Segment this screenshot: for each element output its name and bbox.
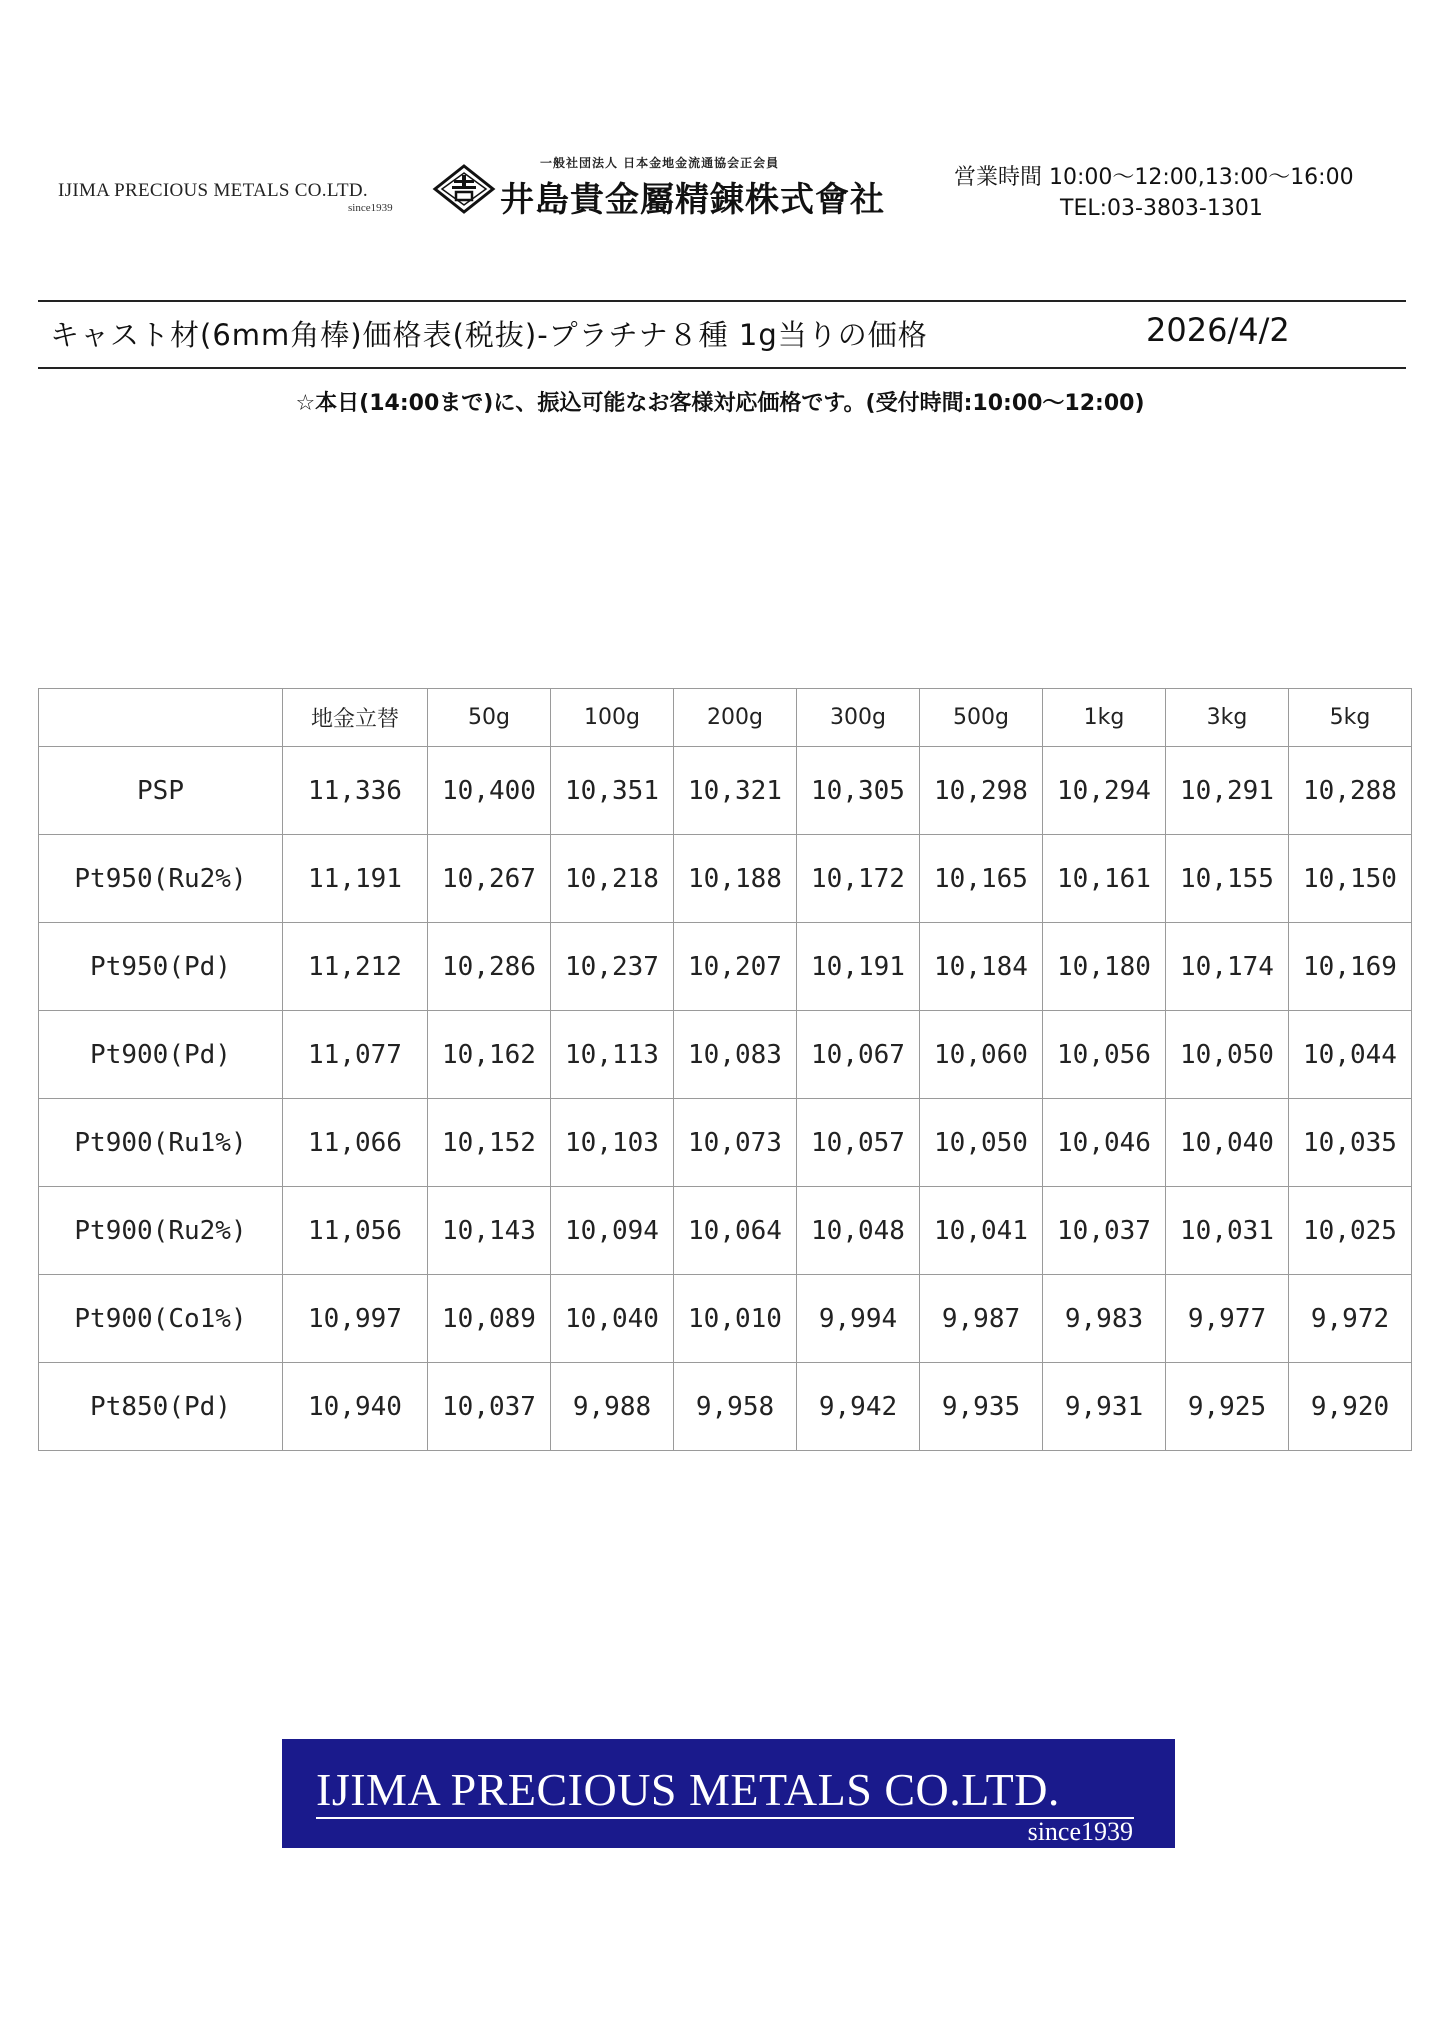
price-cell: 10,067: [797, 1011, 920, 1099]
price-cell: 11,066: [283, 1099, 428, 1187]
price-cell: 10,267: [428, 835, 551, 923]
price-cell: 10,083: [674, 1011, 797, 1099]
price-cell: 9,920: [1289, 1363, 1412, 1451]
banner-underline: [316, 1817, 1134, 1819]
price-cell: 10,037: [1043, 1187, 1166, 1275]
price-cell: 10,165: [920, 835, 1043, 923]
row-label: Pt900(Pd): [39, 1011, 283, 1099]
price-cell: 10,169: [1289, 923, 1412, 1011]
price-cell: 9,988: [551, 1363, 674, 1451]
document-date: 2026/4/2: [1146, 311, 1290, 349]
title-rule-top: [38, 300, 1406, 302]
banner-since: since1939: [1027, 1817, 1133, 1846]
column-header: 5kg: [1289, 689, 1412, 747]
column-header: 1kg: [1043, 689, 1166, 747]
price-cell: 9,958: [674, 1363, 797, 1451]
table-row: [39, 923, 1412, 1011]
column-header: 200g: [674, 689, 797, 747]
title-rule-bottom: [38, 367, 1406, 369]
table-row: [39, 747, 1412, 835]
row-label: Pt850(Pd): [39, 1363, 283, 1451]
price-cell: 10,057: [797, 1099, 920, 1187]
price-cell: 9,977: [1166, 1275, 1289, 1363]
column-header: 100g: [551, 689, 674, 747]
table-row: [39, 1011, 1412, 1099]
price-cell: 10,040: [551, 1275, 674, 1363]
price-cell: 10,113: [551, 1011, 674, 1099]
column-header: 50g: [428, 689, 551, 747]
price-cell: 9,987: [920, 1275, 1043, 1363]
price-cell: 10,180: [1043, 923, 1166, 1011]
price-cell: 10,288: [1289, 747, 1412, 835]
price-cell: 10,188: [674, 835, 797, 923]
footer-banner: [282, 1739, 1175, 1848]
price-cell: 10,064: [674, 1187, 797, 1275]
price-cell: 10,152: [428, 1099, 551, 1187]
price-cell: 10,237: [551, 923, 674, 1011]
price-cell: 11,212: [283, 923, 428, 1011]
table-row: [39, 1099, 1412, 1187]
price-cell: 10,294: [1043, 747, 1166, 835]
table-row: [39, 1187, 1412, 1275]
price-cell: 10,191: [797, 923, 920, 1011]
price-cell: 10,400: [428, 747, 551, 835]
price-cell: 10,025: [1289, 1187, 1412, 1275]
price-cell: 11,056: [283, 1187, 428, 1275]
price-cell: 10,305: [797, 747, 920, 835]
price-cell: 11,336: [283, 747, 428, 835]
price-cell: 10,291: [1166, 747, 1289, 835]
table-row: [39, 1363, 1412, 1451]
price-cell: 10,997: [283, 1275, 428, 1363]
price-cell: 10,031: [1166, 1187, 1289, 1275]
price-cell: 10,155: [1166, 835, 1289, 923]
price-cell: 9,972: [1289, 1275, 1412, 1363]
price-cell: 10,351: [551, 747, 674, 835]
price-cell: 10,174: [1166, 923, 1289, 1011]
price-cell: 10,044: [1289, 1011, 1412, 1099]
price-cell: 10,143: [428, 1187, 551, 1275]
row-label: Pt950(Ru2%): [39, 835, 283, 923]
price-cell: 11,077: [283, 1011, 428, 1099]
price-cell: 10,172: [797, 835, 920, 923]
row-label: Pt900(Co1%): [39, 1275, 283, 1363]
table-header-row: [39, 689, 1412, 747]
price-cell: 9,942: [797, 1363, 920, 1451]
price-cell: 9,925: [1166, 1363, 1289, 1451]
company-crest-icon: [432, 163, 496, 215]
column-header: 地金立替: [283, 689, 428, 747]
row-label: Pt900(Ru2%): [39, 1187, 283, 1275]
price-cell: 10,050: [920, 1099, 1043, 1187]
price-cell: 10,056: [1043, 1011, 1166, 1099]
company-name-en: IJIMA PRECIOUS METALS CO.LTD.: [58, 180, 368, 201]
document-title: キャスト材(6mm角棒)価格表(税抜)-プラチナ８種 1g当りの価格: [50, 318, 928, 352]
price-cell: 10,035: [1289, 1099, 1412, 1187]
price-cell: 10,162: [428, 1011, 551, 1099]
table-row: [39, 835, 1412, 923]
column-header: 500g: [920, 689, 1043, 747]
table-row: [39, 1275, 1412, 1363]
price-cell: 10,298: [920, 747, 1043, 835]
price-cell: 10,037: [428, 1363, 551, 1451]
company-name-jp: 井島貴金屬精錬株式會社: [500, 180, 885, 220]
banner-company-name: IJIMA PRECIOUS METALS CO.LTD.: [316, 1764, 1060, 1815]
price-cell: 10,150: [1289, 835, 1412, 923]
row-label: Pt900(Ru1%): [39, 1099, 283, 1187]
row-label: Pt950(Pd): [39, 923, 283, 1011]
price-cell: 10,040: [1166, 1099, 1289, 1187]
row-label: PSP: [39, 747, 283, 835]
price-cell: 10,184: [920, 923, 1043, 1011]
column-header: [39, 689, 283, 747]
price-cell: 10,010: [674, 1275, 797, 1363]
price-cell: 10,041: [920, 1187, 1043, 1275]
phone-number: TEL:03-3803-1301: [1060, 196, 1263, 221]
price-cell: 9,935: [920, 1363, 1043, 1451]
price-cell: 10,048: [797, 1187, 920, 1275]
association-label: 一般社団法人 日本金地金流通協会正会員: [540, 156, 780, 170]
price-cell: 10,321: [674, 747, 797, 835]
column-header: 3kg: [1166, 689, 1289, 747]
price-cell: 10,207: [674, 923, 797, 1011]
price-cell: 10,286: [428, 923, 551, 1011]
price-cell: 10,094: [551, 1187, 674, 1275]
price-cell: 10,050: [1166, 1011, 1289, 1099]
column-header: 300g: [797, 689, 920, 747]
price-cell: 10,060: [920, 1011, 1043, 1099]
price-cell: 9,983: [1043, 1275, 1166, 1363]
price-notice: ☆本日(14:00まで)に、振込可能なお客様対応価格です。(受付時間:10:00〜12:00): [295, 391, 1145, 416]
price-cell: 10,161: [1043, 835, 1166, 923]
price-cell: 9,931: [1043, 1363, 1166, 1451]
price-cell: 10,218: [551, 835, 674, 923]
company-since: since1939: [348, 202, 393, 214]
business-hours: 営業時間 10:00〜12:00,13:00〜16:00: [954, 165, 1354, 190]
price-cell: 11,191: [283, 835, 428, 923]
price-table: [38, 688, 1412, 1451]
price-cell: 10,073: [674, 1099, 797, 1187]
price-cell: 10,046: [1043, 1099, 1166, 1187]
price-cell: 10,089: [428, 1275, 551, 1363]
price-cell: 10,103: [551, 1099, 674, 1187]
price-cell: 10,940: [283, 1363, 428, 1451]
price-cell: 9,994: [797, 1275, 920, 1363]
